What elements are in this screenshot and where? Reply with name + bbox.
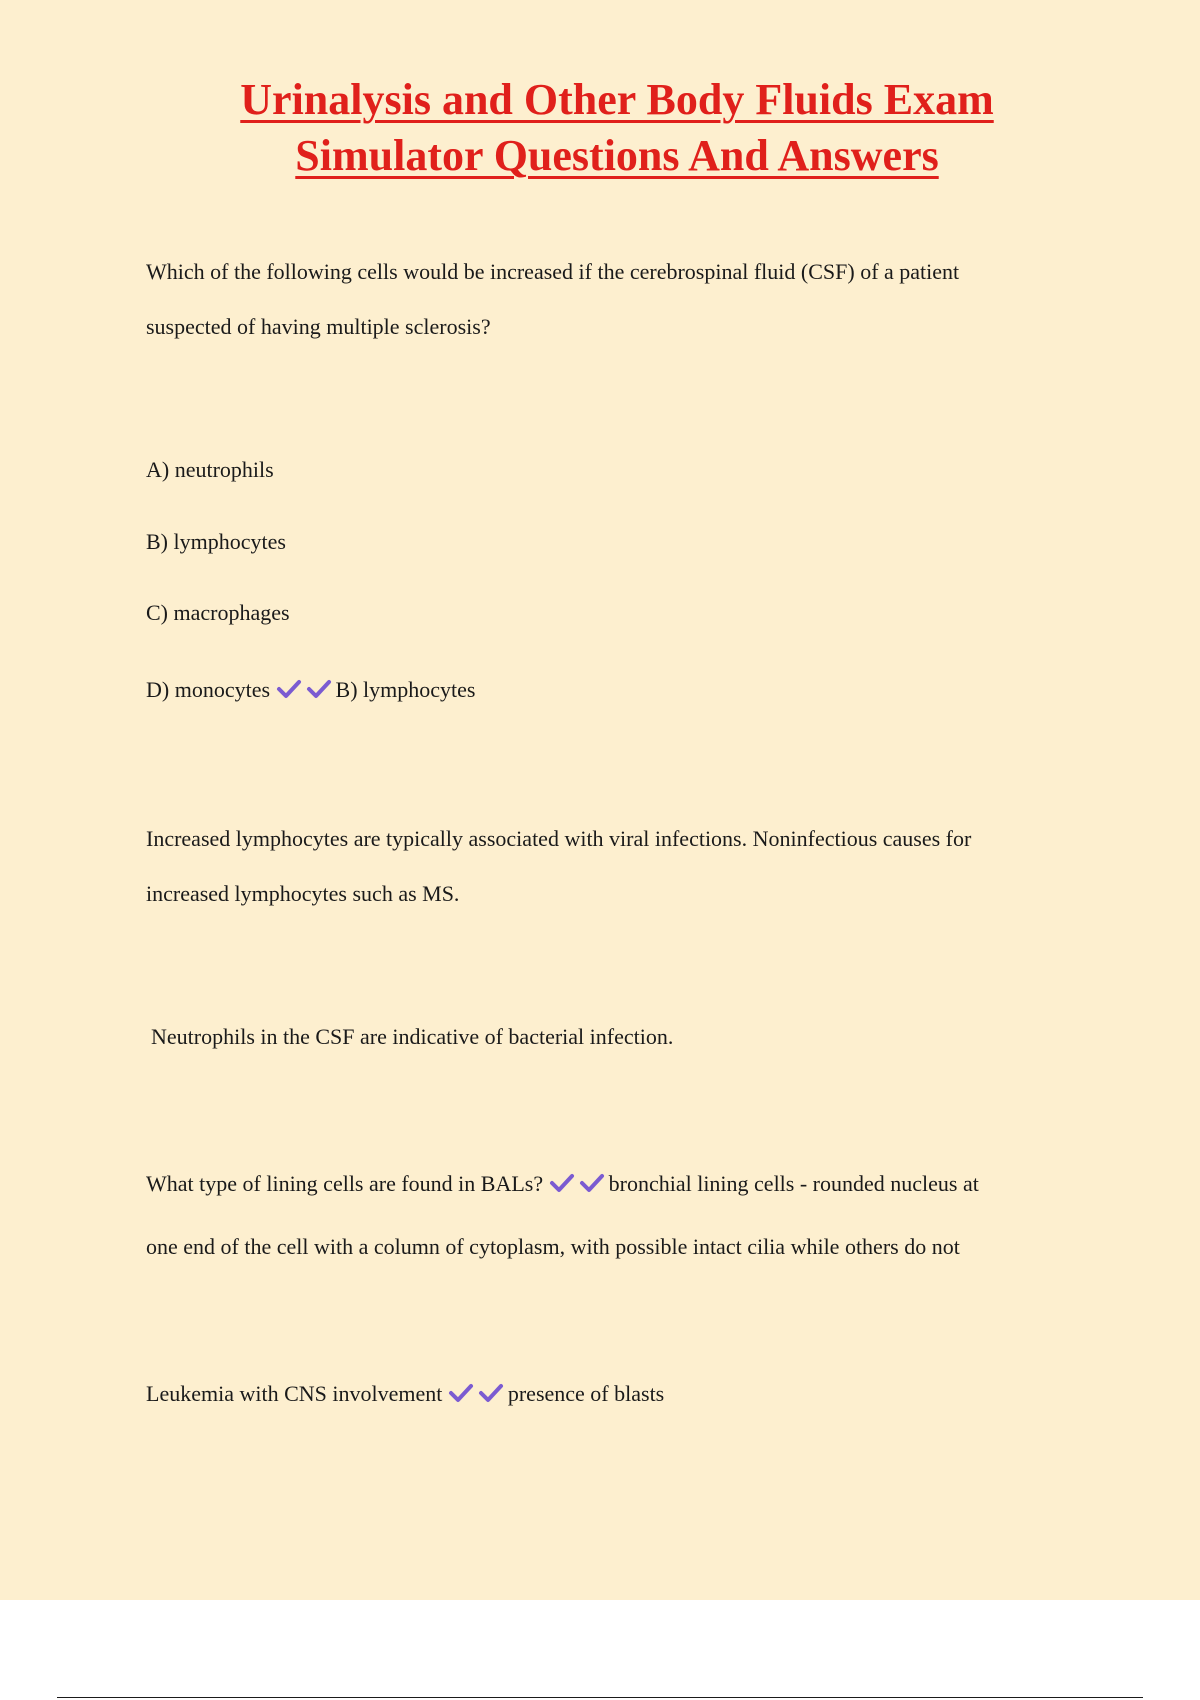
option-d: D) monocytes xyxy=(146,677,271,702)
check-icon xyxy=(478,1382,504,1404)
check-icon xyxy=(579,1172,605,1194)
question-1-line-1: Which of the following cells would be increased if the cerebrospinal fluid (CSF) of a patient xyxy=(146,259,960,284)
question-3-answer: presence of blasts xyxy=(507,1381,665,1406)
explanation-1-line-2: increased lymphocytes such as MS. xyxy=(146,881,460,906)
title-line-1: Urinalysis and Other Body Fluids Exam xyxy=(240,75,994,124)
question-2-line-1 xyxy=(146,1156,979,1211)
question-3-prompt: Leukemia with CNS involvement xyxy=(146,1381,443,1406)
check-icon xyxy=(306,678,332,700)
check-icon xyxy=(276,678,302,700)
title-line-2: Simulator Questions And Answers xyxy=(295,131,939,180)
question-2-answer-line-2: one end of the cell with a column of cytoplasm, with possible intact cilia while others do not xyxy=(146,1234,960,1259)
explanation-1-line-1: Increased lymphocytes are typically associated with viral infections. Noninfectious causes for xyxy=(146,826,972,851)
check-icon xyxy=(549,1172,575,1194)
question-1-answer: B) lymphocytes xyxy=(335,677,476,702)
check-icon xyxy=(448,1382,474,1404)
question-2-prompt: What type of lining cells are found in BALs? xyxy=(146,1171,544,1196)
explanation-2: Neutrophils in the CSF are indicative of bacterial infection. xyxy=(151,1024,674,1049)
option-d-with-answer xyxy=(146,662,475,717)
document-title xyxy=(0,72,1200,184)
option-c: C) macrophages xyxy=(146,600,290,625)
question-3-line xyxy=(146,1366,664,1421)
question-1-line-2: suspected of having multiple sclerosis? xyxy=(146,314,491,339)
option-a: A) neutrophils xyxy=(146,457,274,482)
option-b: B) lymphocytes xyxy=(146,529,286,554)
question-2-answer-line-1: bronchial lining cells - rounded nucleus at xyxy=(608,1171,979,1196)
footer-divider xyxy=(57,1697,1143,1698)
